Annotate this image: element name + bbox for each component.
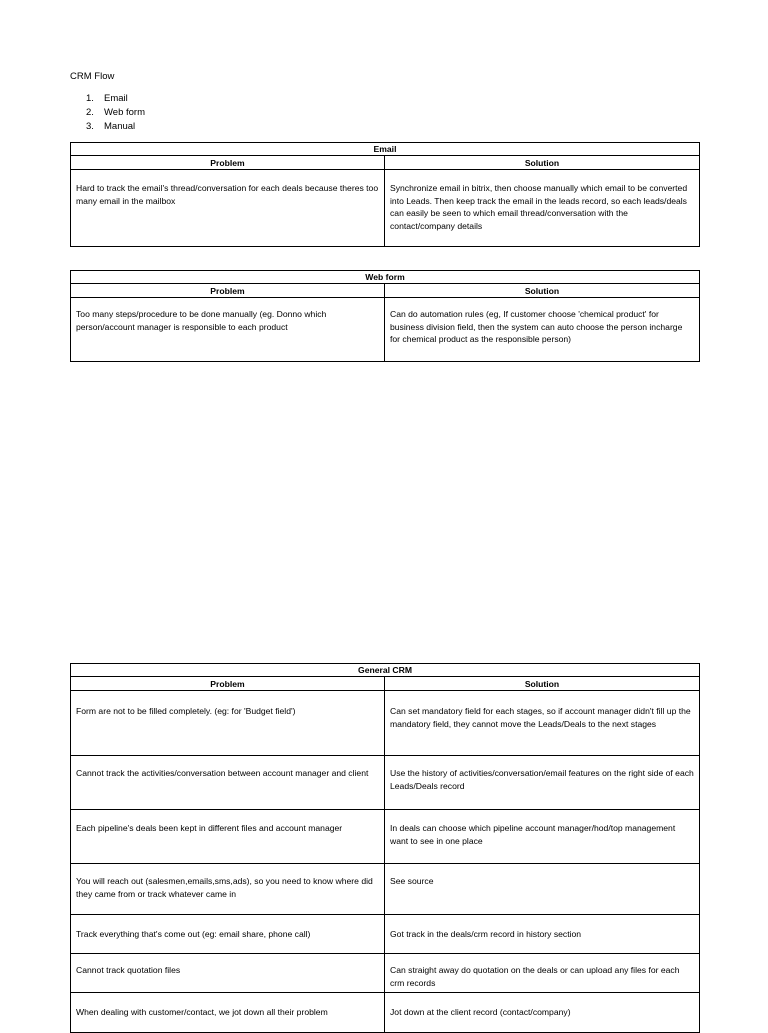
problem-cell: Cannot track the activities/conversation between account manager and client — [71, 756, 385, 810]
problem-cell: Too many steps/procedure to be done manually (eg. Donno which person/account manager is responsible to each product — [71, 298, 385, 362]
table-row — [71, 915, 700, 954]
table-row — [71, 993, 700, 1033]
table-title: Web form — [71, 271, 700, 284]
crm-flow-list — [86, 92, 145, 134]
solution-header: Solution — [385, 156, 700, 170]
list-number: 3. — [86, 121, 94, 132]
problem-cell: Hard to track the email's thread/conversation for each deals because theres too many email in the mailbox — [71, 170, 385, 247]
solution-header: Solution — [385, 284, 700, 298]
problem-cell: Form are not to be filled completely. (eg: for 'Budget field') — [71, 691, 385, 756]
problem-header: Problem — [71, 677, 385, 691]
solution-cell: See source — [385, 864, 700, 915]
table-row — [71, 170, 700, 247]
problem-cell: When dealing with customer/contact, we jot down all their problem — [71, 993, 385, 1033]
document-title: CRM Flow — [70, 71, 115, 82]
solution-cell: Can set mandatory field for each stages, so if account manager didn't fill up the mandatory field, they cannot move the Leads/Deals to the next stages — [385, 691, 700, 756]
list-label: Manual — [104, 121, 136, 132]
problem-header: Problem — [71, 156, 385, 170]
problem-cell: You will reach out (salesmen,emails,sms,ads), so you need to know where did they came from or track whatever came in — [71, 864, 385, 915]
list-item — [86, 106, 145, 120]
webform-table — [70, 270, 700, 362]
problem-cell: Cannot track quotation files — [71, 954, 385, 993]
table-row — [71, 864, 700, 915]
solution-cell: Synchronize email in bitrix, then choose manually which email to be converted into Leads. Then keep track the email in the leads record, so each leads/deals can easily be seen to which email thread/conversation with the contact/company details — [385, 170, 700, 247]
table-row — [71, 691, 700, 756]
solution-cell: Can do automation rules (eg, If customer choose 'chemical product' for business division field, then the system can auto choose the person incharge for chemical product as the responsible person) — [385, 298, 700, 362]
table-title: Email — [71, 143, 700, 156]
table-row — [71, 756, 700, 810]
list-item — [86, 120, 145, 134]
list-item — [86, 92, 145, 106]
problem-cell: Each pipeline's deals been kept in different files and account manager — [71, 810, 385, 864]
solution-cell: Can straight away do quotation on the deals or can upload any files for each crm records — [385, 954, 700, 993]
solution-cell: Got track in the deals/crm record in history section — [385, 915, 700, 954]
email-table — [70, 142, 700, 247]
list-label: Web form — [104, 107, 146, 118]
solution-cell: Jot down at the client record (contact/company) — [385, 993, 700, 1033]
problem-cell: Track everything that's come out (eg: email share, phone call) — [71, 915, 385, 954]
list-label: Email — [104, 93, 128, 104]
list-number: 1. — [86, 93, 94, 104]
table-row — [71, 298, 700, 362]
table-title: General CRM — [71, 664, 700, 677]
general-crm-table — [70, 663, 700, 1033]
table-row — [71, 954, 700, 993]
solution-cell: Use the history of activities/conversation/email features on the right side of each Leads/Deals record — [385, 756, 700, 810]
solution-cell: In deals can choose which pipeline account manager/hod/top management want to see in one place — [385, 810, 700, 864]
solution-header: Solution — [385, 677, 700, 691]
list-number: 2. — [86, 107, 94, 118]
problem-header: Problem — [71, 284, 385, 298]
table-row — [71, 810, 700, 864]
